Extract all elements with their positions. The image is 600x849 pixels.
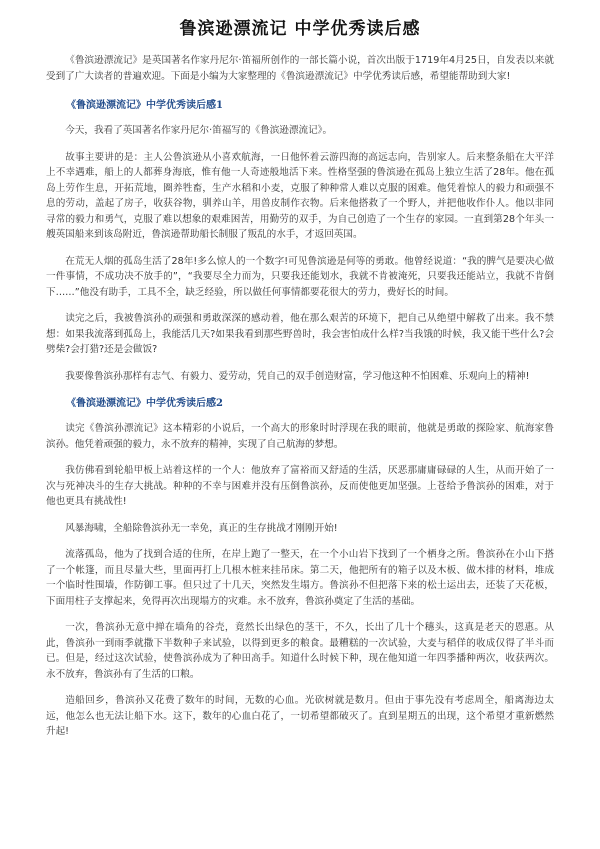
section-heading-1: 《鲁滨逊漂流记》中学优秀读后感1 xyxy=(66,100,223,111)
section-heading-2: 《鲁滨逊漂流记》中学优秀读后感2 xyxy=(66,398,223,409)
section1-paragraph-3: 在荒无人烟的孤岛生活了28年!多么惊人的一个数字!可见鲁滨逊是何等的勇敢。他曾经说道：“我的脾气是要决心做一件事情，不成功决不放手的”，“我要尽全力而为，只要我还能划水，我就不肯被淹死，只要我还能站立，我就不肯倒下……”他没有助手，工具不全，缺乏经验，所以做任何事情都要花很大的劳力，费好长的时间。 xyxy=(46,255,554,298)
section2-paragraph-3: 风暴海啸，全船除鲁滨孙无一幸免，真正的生存挑战才刚刚开始! xyxy=(65,522,338,534)
section1-paragraph-2: 故事主要讲的是：主人公鲁滨逊从小喜欢航海，一日他怀着云游四海的高远志向，告别家人。后来整条船在大平洋上不幸遇难，船上的人都葬身海底，惟有他一人奇迹般地活下来。性格坚强的鲁滨逊在孤岛上独立生活了28年。他在孤岛上劳作生息，开拓荒地，圈养牲畜，生产水稻和小麦，克服了种种常人难以克服的困难。他凭着惊人的毅力和顽强不息的劳动，盖起了房子，收获谷物，驯养山羊，用兽皮制作衣物。后来他搭救了一个野人，并把他收作仆人。他以非同寻常的毅力和勇气，克服了难以想象的艰难困苦，用勤劳的双手，为自己创造了一个生存的家园。一直到第28个年头一艘英国船来到该岛附近，鲁滨逊帮助船长制服了叛乱的水手，才返回英国。 xyxy=(46,151,554,240)
page-title: 鲁滨逊漂流记 中学优秀读后感 xyxy=(179,19,421,39)
section2-paragraph-5: 一次，鲁滨孙无意中掸在墙角的谷壳，竟然长出绿色的茎干，不久，长出了几十个穗头，这真是老天的恩惠。从此，鲁滨孙一到雨季就撒下半数种子来试验，以得到更多的粮食。最糟糕的一次试验，大麦与稻佯的收成仅得了半斗而已。但是，经过这次试验，使鲁滨孙成为了种田高手。知道什么时候下种，现在他知道一年四季播种两次，收获两次。永不放弃，鲁滨孙有了生活的口粮。 xyxy=(46,622,554,680)
section2-paragraph-1: 读完《鲁滨孙漂流记》这本精彩的小说后，一个高大的形象时时浮现在我的眼前，他就是勇敢的探险家、航海家鲁滨孙。他凭着顽强的毅力，永不放弃的精神，实现了自己航海的梦想。 xyxy=(46,423,554,450)
section1-paragraph-5: 我要像鲁滨孙那样有志气、有毅力、爱劳动，凭自己的双手创造财富，学习他这种不怕困难、乐观向上的精神! xyxy=(65,370,530,382)
section1-paragraph-4: 读完之后，我被鲁滨孙的顽强和勇敢深深的感动着，他在那么艰苦的环境下，把自己从绝望中解救了出来。我不禁想：如果我流落到孤岛上，我能活几天?如果我看到那些野兽时，我会害怕成什么样?当我饿的时候，我又能干些什么?会劈柴?会打猎?还是会做饭? xyxy=(46,313,554,355)
section2-paragraph-2: 我仿佛看到轮船甲板上站着这样的一个人：他放弃了富裕而又舒适的生活，厌恶那庸庸碌碌的人生，从而开始了一次与死神决斗的生存大挑战。种种的不幸与困难并没有压倒鲁滨孙，反而使他更加坚强。上苍给予鲁滨孙的困难，对于他也更具有挑战性! xyxy=(46,465,554,507)
intro-paragraph: 《鲁滨逊漂流记》是英国著名作家丹尼尔·笛福所创作的一部长篇小说，首次出版于1719年4月25日，自发表以来就受到了广大读者的普遍欢迎。下面是小编为大家整理的《鲁滨逊漂流记》中学优秀读后感，希望能帮助到大家! xyxy=(46,55,554,82)
section2-paragraph-6: 造船回乡，鲁滨孙又花费了数年的时间，无数的心血。光砍树就是数月。但由于事先没有考虑周全，船离海边太远，他怎么也无法让船下水。这下，数年的心血白花了，一切希望都破灭了。直到星期五的出现，这个希望才重新燃然升起! xyxy=(46,695,554,737)
section2-paragraph-4: 流落孤岛，他为了找到合适的住所，在岸上跑了一整天，在一个小山岩下找到了一个栖身之所。鲁滨孙在小山下搭了一个帐篷，而且尽量大些，里面再打上几根木桩来挂吊床。第二天，他把所有的箱子以及木板、做木排的材料，堆成一个临时性围墙，作防御工事。但只过了十几天，突然发生塌方。鲁滨孙不但把落下来的松土运出去，还装了天花板，下面用柱子支撑起来，免得再次出现塌方的灾难。永不放弃，鲁滨孙奠定了生活的基础。 xyxy=(46,549,554,607)
section1-paragraph-1: 今天，我看了英国著名作家丹尼尔·笛福写的《鲁滨逊漂流记》。 xyxy=(65,125,333,136)
